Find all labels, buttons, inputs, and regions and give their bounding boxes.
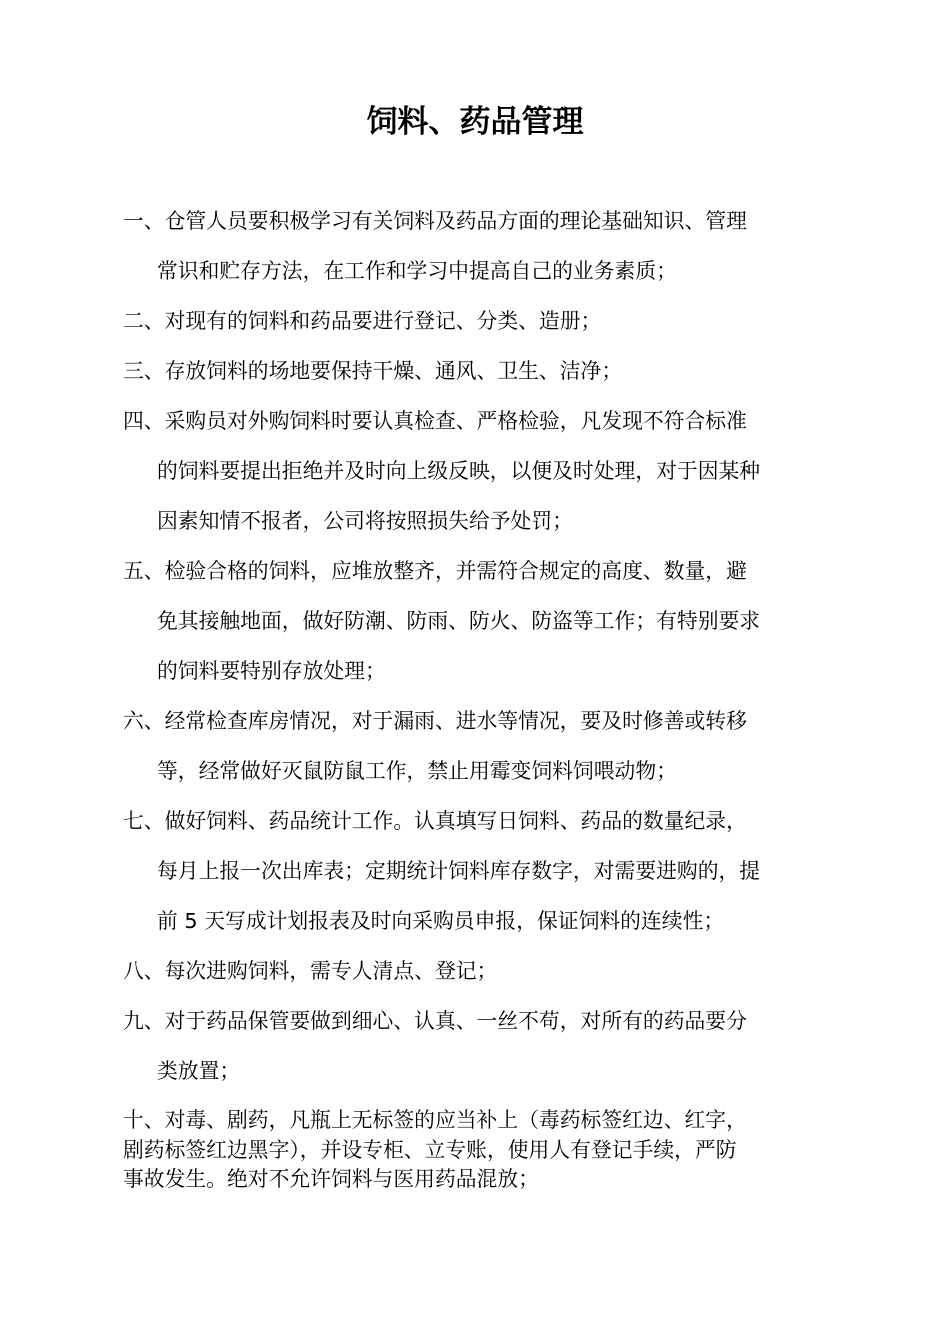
clause-9-line-2: 类放置；	[157, 1059, 241, 1083]
clause-2-line-1: 二、对现有的饲料和药品要进行登记、分类、造册；	[123, 309, 602, 333]
clause-1-line-2: 常识和贮存方法，在工作和学习中提高自己的业务素质；	[157, 259, 677, 283]
clause-10-line-2: 剧药标签红边黑字），并设专柜、立专账，使用人有登记手续，严防	[123, 1137, 737, 1162]
clause-1-line-1: 一、仓管人员要积极学习有关饲料及药品方面的理论基础知识、管理	[123, 209, 747, 233]
clause-4-line-3: 因素知情不报者，公司将按照损失给予处罚；	[157, 509, 573, 533]
clause-8	[123, 946, 843, 996]
clause-7	[123, 796, 843, 946]
clause-7-line-2: 每月上报一次出库表；定期统计饲料库存数字，对需要进购的，提	[157, 859, 761, 883]
clause-4-line-2: 的饲料要提出拒绝并及时向上级反映，以便及时处理，对于因某种	[157, 459, 761, 483]
clause-9	[123, 996, 843, 1096]
clause-3-line-1: 三、存放饲料的场地要保持干燥、通风、卫生、洁净；	[123, 359, 623, 383]
clause-10-line-1: 十、对毒、剧药，凡瓶上无标签的应当补上（毒药标签红边、红字，	[123, 1108, 747, 1132]
clause-6	[123, 696, 843, 796]
clause-5-line-1: 五、检验合格的饲料，应堆放整齐，并需符合规定的高度、数量，避	[123, 559, 747, 583]
clause-1	[123, 196, 843, 296]
clause-5	[123, 546, 843, 696]
clause-6-line-1: 六、经常检查库房情况，对于漏雨、进水等情况，要及时修善或转移	[123, 709, 747, 733]
clause-5-line-2: 免其接触地面，做好防潮、防雨、防火、防盗等工作；有特别要求	[157, 609, 761, 633]
clause-8-line-1: 八、每次进购饲料，需专人清点、登记；	[123, 959, 498, 983]
clause-10-line-3: 事故发生。绝对不允许饲料与医用药品混放；	[123, 1167, 539, 1191]
clause-2	[123, 296, 843, 346]
clause-5-line-3: 的饲料要特别存放处理；	[157, 659, 386, 683]
clause-4	[123, 396, 843, 546]
clause-7-line-3: 前 5 天写成计划报表及时向采购员申报，保证饲料的连续性；	[157, 909, 725, 933]
clause-3	[123, 346, 843, 396]
clause-10	[123, 1106, 843, 1195]
clause-7-line-1: 七、做好饲料、药品统计工作。认真填写日饲料、药品的数量纪录，	[123, 809, 747, 833]
page-title: 饲料、药品管理	[366, 104, 584, 140]
clause-list	[123, 196, 843, 1195]
clause-9-line-1: 九、对于药品保管要做到细心、认真、一丝不苟，对所有的药品要分	[123, 1009, 747, 1033]
clause-6-line-2: 等，经常做好灭鼠防鼠工作，禁止用霉变饲料饲喂动物；	[157, 759, 677, 783]
clause-4-line-1: 四、采购员对外购饲料时要认真检查、严格检验，凡发现不符合标准	[123, 409, 747, 433]
